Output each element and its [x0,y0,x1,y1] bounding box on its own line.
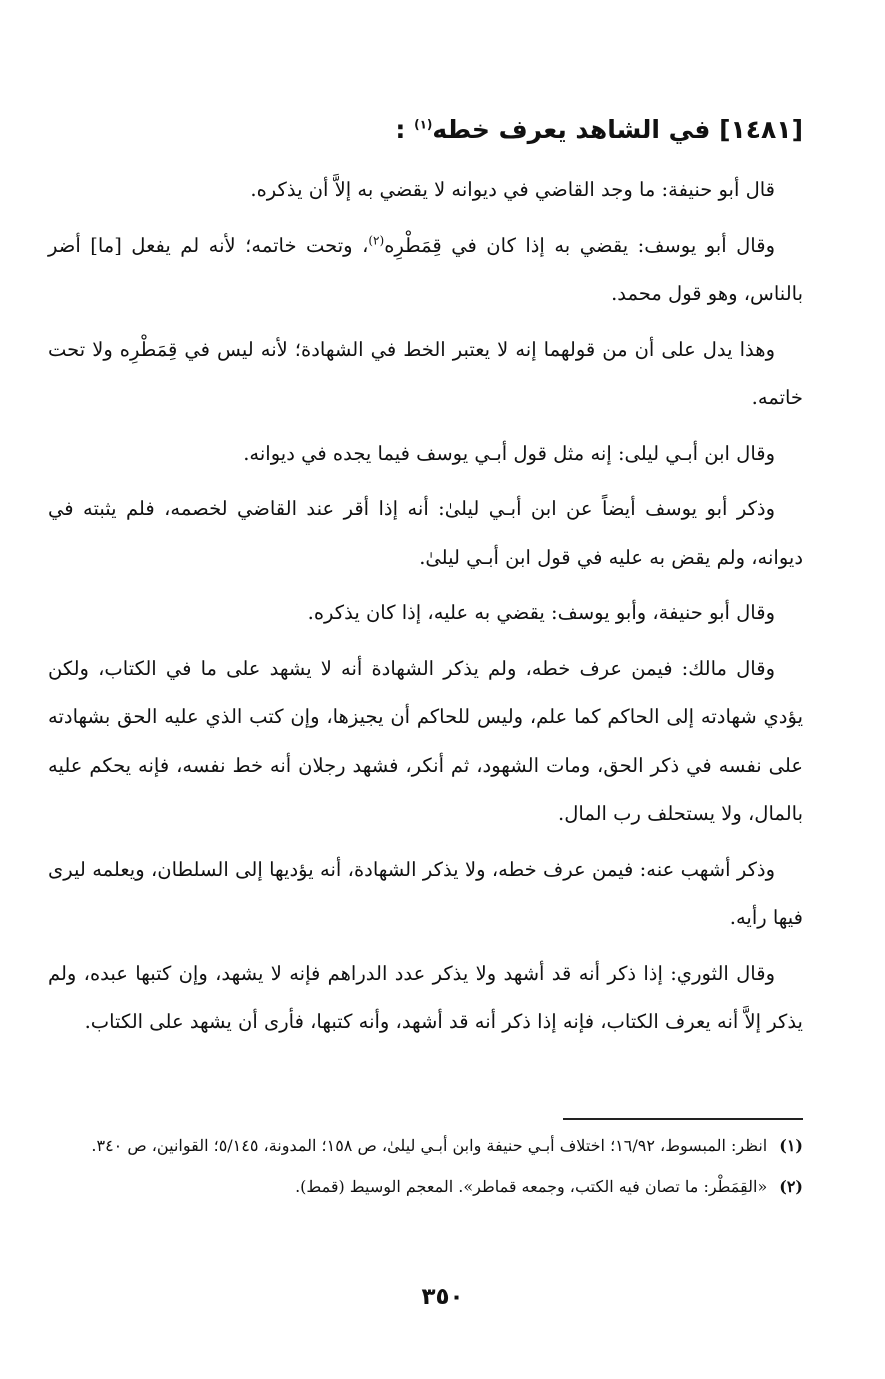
paragraph: وقال مالك: فيمن عرف خطه، ولم يذكر الشهادة أنه لا يشهد على ما في الكتاب، ولكن يؤدي شهادته إلى الحاكم كما علم، وليس للحاكم أن يجيزها، وإن كتب الذي عليه الحق بشهادته على نفسه في ذكر الحق، ومات الشهود، ثم أنكر، فشهد رجلان أنه خط نفسه، فإنه يحكم عليه بالمال، ولا يستحلف رب المال. [48,656,803,825]
paragraph: قال أبو حنيفة: ما وجد القاضي في ديوانه لا يقضي به إلاَّ أن يذكره. [250,178,775,201]
heading-colon: : [395,115,406,144]
footnote-text: انظر: المبسوط، ١٦/٩٢؛ اختلاف أبـي حنيفة وابن أبـي ليلىٰ، ص ١٥٨؛ المدونة، ٥/١٤٥؛ القوانين، ص ٣٤٠. [91,1136,768,1155]
footnote-text: «القِمَطْر: ما تصان فيه الكتب، وجمعه قماطر». المعجم الوسيط (قمط). [295,1177,768,1196]
footnote-ref: (١) [414,117,433,132]
section-number: [١٤٨١] [719,115,803,144]
footnote-number: (٢) [779,1177,803,1196]
paragraph: وقال أبو حنيفة، وأبو يوسف: يقضي به عليه، إذا كان يذكره. [307,601,775,624]
paragraph: وهذا يدل على أن من قولهما إنه لا يعتبر الخط في الشهادة؛ لأنه ليس في قِمَطْرِه ولا تحت خاتمه. [48,337,803,409]
paragraph: وذكر أبو يوسف أيضاً عن ابن أبـي ليلىٰ: أنه إذا أقر عند القاضي لخصمه، فلم يثبته في ديوانه، ولم يقض به عليه في قول ابن أبـي ليلىٰ. [48,497,803,569]
paragraph-text: وقال أبو يوسف: يقضي به إذا كان في قِمَطْرِه [384,233,775,257]
footnote [48,1128,803,1163]
section-heading [40,110,803,150]
footnotes [48,1128,803,1210]
paragraph: وقال ابن أبـي ليلى: إنه مثل قول أبـي يوسف فيما يجده في ديوانه. [243,441,775,465]
paragraph [48,222,803,319]
footnote [48,1169,803,1204]
paragraph: وذكر أشهب عنه: فيمن عرف خطه، ولا يذكر الشهادة، أنه يؤديها إلى السلطان، ويعلمه ليرى فيها رأيه. [48,857,803,929]
footnote-number: (١) [779,1136,803,1155]
page-number: ٣٥٠ [421,1284,464,1310]
paragraph-text: ، وتحت خاتمه؛ لأنه لم يفعل [ما] أضر بالناس، وهو قول محمد. [48,233,803,305]
footnote-divider [563,1118,803,1120]
section-title: في الشاهد يعرف خطه [432,115,711,144]
body-text [48,166,803,1054]
footnote-ref: (٢) [368,233,385,247]
paragraph: وقال الثوري: إذا ذكر أنه قد أشهد ولا يذكر عدد الدراهم فإنه لا يشهد، وإن كتبها عبده، ولم يذكر إلاَّ أنه يعرف الكتاب، فإنه إذا ذكر أنه قد أشهد، وأنه كتبها، فأرى أن يشهد على الكتاب. [48,961,803,1033]
